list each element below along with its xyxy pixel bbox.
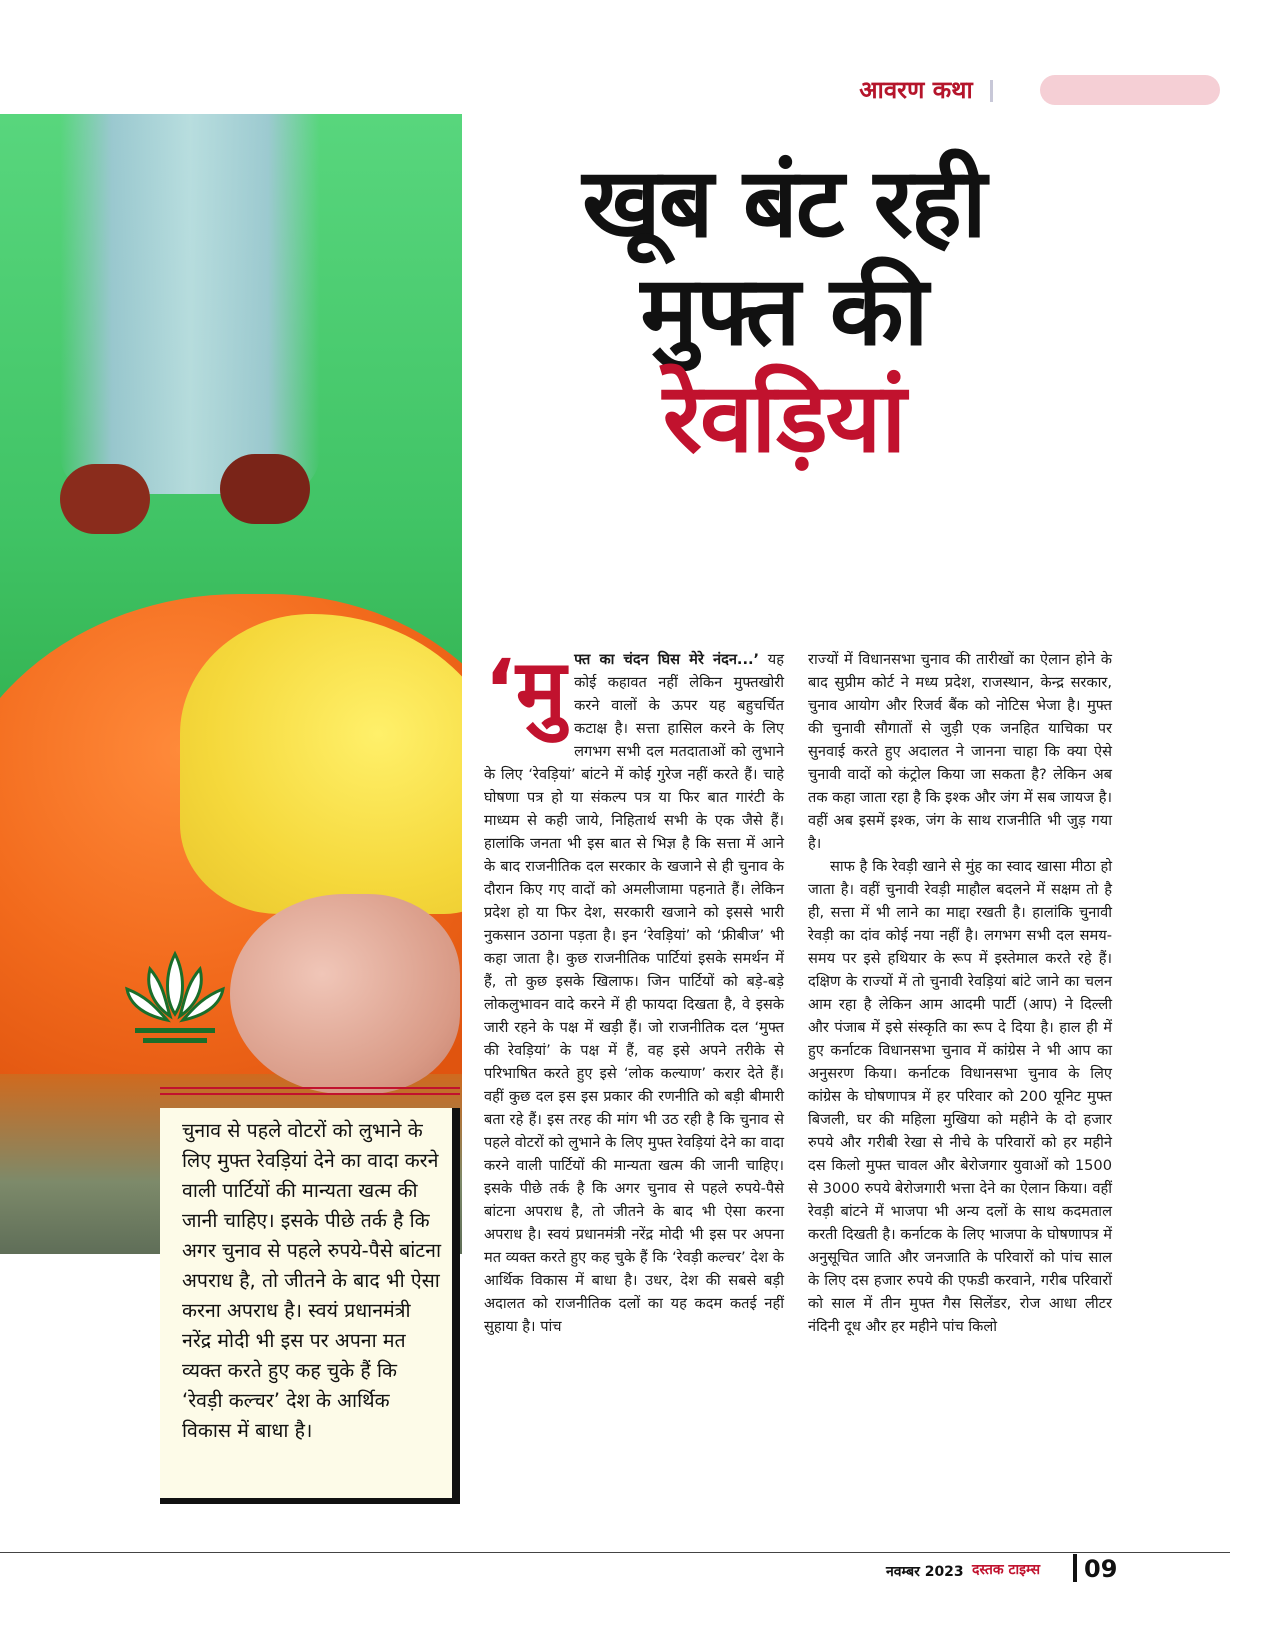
footer-date: नवम्बर 2023 — [886, 1564, 964, 1580]
headline-line-3: रेवड़ियां — [662, 362, 905, 475]
photo-shoe-left — [60, 464, 150, 534]
headline-line-1: खूब बंट रही — [582, 147, 985, 259]
pullquote-top-rules — [160, 1087, 460, 1101]
photo-yellow-cloth — [180, 614, 462, 914]
section-divider — [990, 80, 993, 102]
drop-cap: ‘मु — [484, 641, 567, 739]
article-column-2 — [808, 648, 1112, 1498]
article-column-1 — [484, 641, 784, 1498]
headline — [462, 147, 1105, 475]
footer-divider — [1073, 1554, 1077, 1582]
photo-hand — [230, 894, 460, 1094]
headline-line-2: मुफ्त की — [640, 254, 927, 367]
footer-brand-logo: दस्तक टाइम्स — [972, 1562, 1041, 1578]
article-text: यह कोई कहावत नहीं लेकिन मुफ्तखोरी करने वालों के ऊपर यह बहुचर्चित कटाक्ष है। सत्ता हासिल करने के लिए लगभग सभी दल मतदाताओं को लुभाने के लिए ‘रेवड़ियां’ बांटने में कोई गुरेज नहीं करते हैं। चाहे घोषणा पत्र हो या संकल्प पत्र या फिर बात गारंटी के माध्यम से कही जाये, निहितार्थ सभी के एक जैसे हैं। हालांकि जनता भी इस बात से भिज्ञ है कि सत्ता में आने के बाद राजनीतिक दल सरकार के खजाने से ही चुनाव के दौरान किए गए वादों को अमलीजामा पहनाते हैं। लेकिन प्रदेश हो या फिर देश, सरकारी खजाने को इससे भारी नुकसान उठाना पड़ता है। इन ‘रेवड़ियां’ को ‘फ्रीबीज’ भी कहा जाता है। कुछ राजनीतिक पार्टियां इसके समर्थन में हैं, तो कुछ इसके खिलाफ। जिन पार्टियों को बड़े-बड़े लोकलुभावन वादे करने में ही फायदा दिखता है, वे इसके जारी रहने के पक्ष में खड़ी हैं। जो राजनीतिक दल ‘मुफ्त की रेवड़ियां’ के पक्ष में हैं, वह इसे अपने तरीके से परिभाषित करते हुए इसे ‘लोक कल्याण’ करार देते हैं। वहीं कुछ दल इस इस प्रकार की रणनीति को बड़ी बीमारी बता रहे हैं। इस तरह की मांग भी उठ रही है कि चुनाव से पहले वोटरों को लुभाने के लिए मुफ्त रेवड़ियां देने का वादा करने वाली पार्टियों की मान्यता खत्म की जानी चाहिए। इसके पीछे तर्क है कि अगर चुनाव से पहले रुपये-पैसे बांटना अपराध है, तो जीतने के बाद भी ऐसा करना अपराध है। स्वयं प्रधानमंत्री नरेंद्र मोदी भी इस पर अपना मत व्यक्त करते हुए कह चुके हैं कि ‘रेवड़ी कल्चर’ देश के आर्थिक विकास में बाधा है। उधर, देश की सबसे बड़ी अदालत को राजनीतिक दलों का यह कदम कतई नहीं सुहाया है। पांच — [484, 651, 784, 1335]
section-label: आवरण कथा — [859, 76, 973, 104]
pullquote: चुनाव से पहले वोटरों को लुभाने के लिए मुफ्त रेवड़ियां देने का वादा करने वाली पार्टियों की मान्यता खत्म की जानी चाहिए। इसके पीछे तर्क है कि अगर चुनाव से पहले रुपये-पैसे बांटना अपराध है, तो जीतने के बाद भी ऐसा करना अपराध है। स्वयं प्रधानमंत्री नरेंद्र मोदी भी इस पर अपना मत व्यक्त करते हुए कह चुके हैं कि ‘रेवड़ी कल्चर’ देश के आर्थिक विकास में बाधा है। — [160, 1108, 460, 1498]
photo-shoe-right — [220, 454, 310, 524]
article-lead: फ्त का चंदन घिस मेरे नंदन...’ — [574, 651, 760, 668]
article-paragraph: राज्यों में विधानसभा चुनाव की तारीखों का ऐलान होने के बाद सुप्रीम कोर्ट ने मध्य प्रदेश, राजस्थान, केन्द्र सरकार, चुनाव आयोग और रिजर्व बैंक को नोटिस भेजा है। मुफ्त की चुनावी सौगातों से जुड़ी एक जनहित याचिका पर सुनवाई करते हुए अदालत ने जानना चाहा कि क्या ऐसे चुनावी वादों को कंट्रोल किया जा सकता है? लेकिन अब तक कहा जाता रहा है कि इश्क और जंग में सब जायज है। वहीं अब इसमें इश्क, जंग के साथ राजनीति भी जुड़ गया है। — [808, 651, 1112, 852]
page-number: 09 — [1084, 1555, 1118, 1583]
footer-rule — [0, 1552, 1230, 1553]
lotus-icon — [115, 944, 235, 1054]
article-paragraph: साफ है कि रेवड़ी खाने से मुंह का स्वाद खासा मीठा हो जाता है। वहीं चुनावी रेवड़ी माहौल बदलने में सक्षम तो है ही, सत्ता में भी लाने का माद्दा रखती है। हालांकि चुनावी रेवड़ी का दांव कोई नया नहीं है। लगभग सभी दल समय-समय पर इसे हथियार के रूप में इस्तेमाल करते रहे हैं। दक्षिण के राज्यों में तो चुनावी रेवड़ियां बांटे जाने का चलन आम रहा है लेकिन आम आदमी पार्टी (आप) ने दिल्ली और पंजाब में इसे संस्कृति का रूप दे दिया है। हाल ही में हुए कर्नाटक विधानसभा चुनाव में कांग्रेस ने भी आप का अनुसरण किया। कर्नाटक विधानसभा चुनाव के लिए कांग्रेस के घोषणापत्र में हर परिवार को 200 यूनिट मुफ्त बिजली, घर की महिला मुखिया को महीने के दो हजार रुपये और गरीबी रेखा से नीचे के परिवारों को हर महीने दस किलो मुफ्त चावल और बेरोजगार युवाओं को 1500 से 3000 रुपये बेरोजगारी भत्ता देने का ऐलान किया। वहीं रेवड़ी बांटने में भाजपा भी अन्य दलों के साथ कदमताल करती दिखती है। कर्नाटक के लिए भाजपा के घोषणापत्र में अनुसूचित जाति और जनजाति के परिवारों को पांच साल के लिए दस हजार रुपये की एफडी करवाने, गरीब परिवारों को साल में तीन मुफ्त गैस सिलेंडर, रोज आधा लीटर नंदिनी दूध और हर महीने पांच किलो — [808, 858, 1112, 1335]
pullquote-bottom-rule — [160, 1498, 460, 1504]
photo-legs-shape — [60, 114, 320, 494]
section-pill-decoration — [1040, 75, 1220, 105]
cover-photo — [0, 114, 462, 1254]
